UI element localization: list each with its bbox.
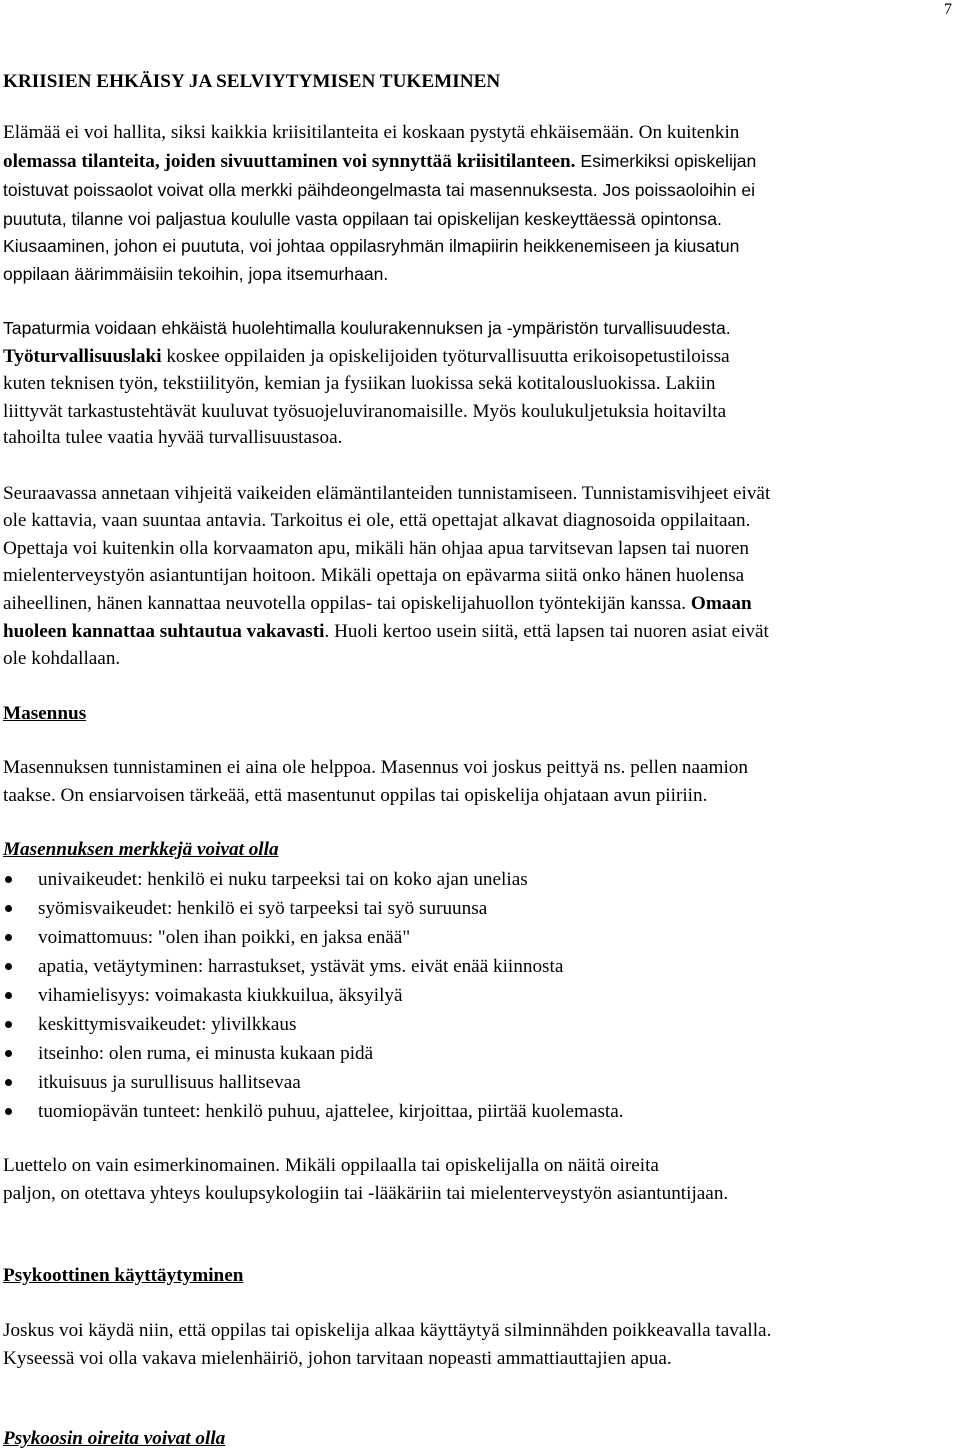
list-item bbox=[3, 894, 624, 923]
psychosis-signs-subtitle: Psykoosin oireita voivat olla bbox=[3, 1428, 226, 1449]
paragraph-2-line: Tapaturmia voidaan ehkäistä huolehtimalla koulurakennuksen ja -ympäristön turvallisuudesta. bbox=[3, 318, 731, 338]
bold-phrase: Työturvallisuuslaki bbox=[3, 346, 162, 367]
list-item bbox=[3, 923, 624, 952]
bullet-icon bbox=[5, 992, 12, 999]
section-title-masennus: Masennus bbox=[3, 703, 87, 724]
bullet-icon bbox=[5, 905, 12, 912]
psykoottinen-paragraph-line: Joskus voi käydä niin, että oppilas tai opiskelija alkaa käyttäytyä silminnähden poikkeavalla tavalla. bbox=[3, 1320, 772, 1341]
bullet-icon bbox=[5, 1079, 12, 1086]
signs-subtitle: Masennuksen merkkejä voivat olla bbox=[3, 839, 279, 860]
paragraph-1-line: Kiusaaminen, johon ei puututa, voi johtaa oppilasryhmän ilmapiirin heikkenemiseen ja kiusatun bbox=[3, 236, 740, 256]
paragraph-2-line: kuten teknisen työn, tekstiilityön, kemian ja fysiikan luokissa sekä kotitalousluokissa. Lakiin bbox=[3, 373, 716, 394]
paragraph-3-line: mielenterveystyön asiantuntijan hoitoon. Mikäli opettaja on epävarma siitä onko hänen huolensa bbox=[3, 565, 745, 586]
masennus-paragraph-line: taakse. On ensiarvoisen tärkeää, että masentunut oppilas tai opiskelija ohjataan avun piiriin. bbox=[3, 785, 708, 806]
list-item bbox=[3, 1010, 624, 1039]
paragraph-3-line: ole kattavia, vaan suuntaa antavia. Tarkoitus ei ole, että opettajat alkavat diagnosoida oppilaitaan. bbox=[3, 510, 751, 531]
paragraph-1-line: oppilaan äärimmäisiin tekoihin, jopa itsemurhaan. bbox=[3, 264, 389, 284]
paragraph-3-line bbox=[3, 618, 958, 645]
list-item-text: itkuisuus ja surullisuus hallitsevaa bbox=[38, 1072, 301, 1093]
paragraph-3-line: ole kohdallaan. bbox=[3, 648, 121, 669]
paragraph-3-line: Seuraavassa annetaan vihjeitä vaikeiden elämäntilanteiden tunnistamiseen. Tunnistamisvihjeet eivät bbox=[3, 483, 771, 504]
bold-phrase: olemassa tilanteita, joiden sivuuttaminen voi synnyttää kriisitilanteen. bbox=[3, 151, 576, 172]
bullet-icon bbox=[5, 876, 12, 883]
paragraph-1-line: toistuvat poissaolot voivat olla merkki päihdeongelmasta tai masennuksesta. Jos poissaoloihin ei bbox=[3, 180, 756, 200]
paragraph-3-line: Opettaja voi kuitenkin olla korvaamaton apu, mikäli hän ohjaa apua tarvitsevan lapsen tai nuoren bbox=[3, 538, 749, 559]
paragraph-3-line bbox=[3, 590, 958, 617]
text-run: aiheellinen, hänen kannattaa neuvotella oppilas- tai opiskelijahuollon työntekijän kanssa. bbox=[3, 593, 691, 614]
list-item bbox=[3, 865, 624, 894]
list-item bbox=[3, 981, 624, 1010]
masennus-after-line: Luettelo on vain esimerkinomainen. Mikäli oppilaalla tai opiskelijalla on näitä oireita bbox=[3, 1155, 659, 1176]
page-number: 7 bbox=[944, 1, 952, 18]
depression-signs-list bbox=[3, 865, 624, 1126]
list-item-text: itseinho: olen ruma, ei minusta kukaan pidä bbox=[38, 1043, 374, 1064]
list-item-text: apatia, vetäytyminen: harrastukset, ystävät yms. eivät enää kiinnosta bbox=[38, 956, 564, 977]
bullet-icon bbox=[5, 1108, 12, 1115]
paragraph-2-line: liittyvät tarkastustehtävät kuuluvat työsuojeluviranomaisille. Myös koulukuljetuksia hoitavilta bbox=[3, 401, 727, 422]
paragraph-1-line: puututa, tilanne voi paljastua koululle vasta oppilaan tai opiskelijan keskeyttäessä opintonsa. bbox=[3, 209, 722, 229]
paragraph-2-line: tahoilta tulee vaatia hyvää turvallisuustasoa. bbox=[3, 427, 343, 448]
paragraph-2-line bbox=[3, 343, 958, 370]
bold-phrase: Omaan bbox=[690, 593, 752, 614]
list-item-text: voimattomuus: "olen ihan poikki, en jaksa enää" bbox=[38, 927, 411, 948]
list-item-text: univaikeudet: henkilö ei nuku tarpeeksi tai on koko ajan unelias bbox=[38, 869, 528, 890]
bold-phrase: huoleen kannattaa suhtautua vakavasti bbox=[3, 621, 325, 642]
paragraph-1-line bbox=[3, 148, 958, 175]
list-item bbox=[3, 1068, 624, 1097]
text-run: Esimerkiksi opiskelijan bbox=[575, 151, 757, 171]
masennus-paragraph-line: Masennuksen tunnistaminen ei aina ole helppoa. Masennus voi joskus peittyä ns. pellen naamion bbox=[3, 757, 748, 778]
page-heading: KRIISIEN EHKÄISY JA SELVIYTYMISEN TUKEMINEN bbox=[3, 71, 501, 92]
masennus-after-line: paljon, on otettava yhteys koulupsykologiin tai -lääkäriin tai mielenterveystyön asiantuntijaan. bbox=[3, 1183, 729, 1204]
psykoottinen-paragraph-line: Kyseessä voi olla vakava mielenhäiriö, johon tarvitaan nopeasti ammattiauttajien apua. bbox=[3, 1348, 672, 1369]
section-title-psykoottinen: Psykoottinen käyttäytyminen bbox=[3, 1265, 244, 1286]
list-item bbox=[3, 1039, 624, 1068]
list-item-text: keskittymisvaikeudet: ylivilkkaus bbox=[38, 1014, 297, 1035]
list-item-text: syömisvaikeudet: henkilö ei syö tarpeeksi tai syö suruunsa bbox=[38, 898, 488, 919]
bullet-icon bbox=[5, 1050, 12, 1057]
list-item bbox=[3, 1097, 624, 1126]
paragraph-1-line: Elämää ei voi hallita, siksi kaikkia kriisitilanteita ei koskaan pystytä ehkäisemään. On kuitenkin bbox=[3, 122, 740, 143]
text-run: koskee oppilaiden ja opiskelijoiden työturvallisuutta erikoisopetustiloissa bbox=[161, 346, 730, 367]
list-item-text: tuomiopävän tunteet: henkilö puhuu, ajattelee, kirjoittaa, piirtää kuolemasta. bbox=[38, 1101, 624, 1122]
bullet-icon bbox=[5, 963, 12, 970]
list-item-text: vihamielisyys: voimakasta kiukkuilua, äksyilyä bbox=[38, 985, 403, 1006]
bullet-icon bbox=[5, 934, 12, 941]
bullet-icon bbox=[5, 1021, 12, 1028]
text-run: . Huoli kertoo usein siitä, että lapsen tai nuoren asiat eivät bbox=[324, 621, 769, 642]
list-item bbox=[3, 952, 624, 981]
